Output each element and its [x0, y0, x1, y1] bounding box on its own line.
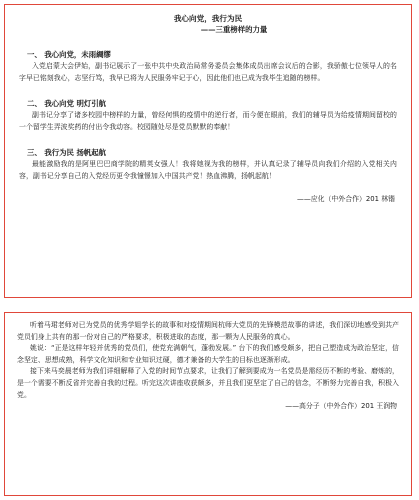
article-title: 我心向党，我行为民	[173, 14, 243, 23]
article-subtitle: ——三重榜样的力量	[200, 25, 268, 34]
article-card-2	[4, 312, 412, 496]
section-heading-2: 二、 我心向党 明灯引航	[27, 99, 107, 109]
section-heading-3: 三、 我行为民 扬帆起航	[27, 148, 107, 158]
section-paragraph-1: 入党启蒙大会伊始，副书记展示了一张中共中央政治局常务委员会集体成员出席会议后的合影，我骄傲七位领导人的名字早已铭刻我心，志坚行笃，我早已将为人民服务牢记于心，因此他们也已成为我毕生追随的榜样。	[19, 62, 397, 82]
section-paragraph-2: 副书记分享了诸多校园中榜样的力量，曾经何惧的疫情中的逆行者，而今便在眼前，我们的辅导员为给疫情期间留校的一个留学生弄波奖药的付出令我动容。校园随处尽是党员默默的奉献！	[19, 111, 397, 131]
section-heading-1: 一、 我心向党，未雨綢缪	[27, 50, 111, 59]
author-signature: ——高分子（中外合作）201 王润物	[285, 402, 397, 411]
section-paragraph-3: 最能激励我的是阿里巴巴商学院的精英女强人！我将她视为我的榜样，并认真记录了辅导员向我们介绍的入党相关内容，副书记分享自己的入党经历更令我憧憬加入中国共产党！热血沸腾，扬帆起航！	[19, 160, 397, 180]
body-paragraph-2: 姚说：“正是这样年轻并优秀的党员们，使党充满朝气，蓬勃发展。” 台下的我们感受颇多，把自己塑造成为政治坚定，信念坚定、思想成熟，科学文化知识和专业知识过硬，德才兼备的大学生的目标也逐渐形成。	[17, 344, 399, 364]
body-paragraph-1: 听着马珺老师对已为党员的优秀学姐学长的故事和对疫情期间杭师大党员的先锋模范故事的讲述，我们深切地感受到共产党员们身上共有的那一份对自己的严格要求，积极进取的态度，那一颗为人民服务的真心。	[17, 321, 399, 341]
author-signature: ——应化（中外合作）201 林锴	[296, 194, 395, 203]
body-paragraph-3: 接下来马奕晨老师为我们详细解释了入党的时间节点要求，让我们了解到要成为一名党员是需经历不断的考验、磨炼的，是一个需要不断反省并完善自我的过程。听完这次讲座收获颇多，并且我们更坚定了自己的信念，不断努力完善自我，积极入党。	[17, 367, 399, 399]
article-card-1	[4, 4, 412, 298]
